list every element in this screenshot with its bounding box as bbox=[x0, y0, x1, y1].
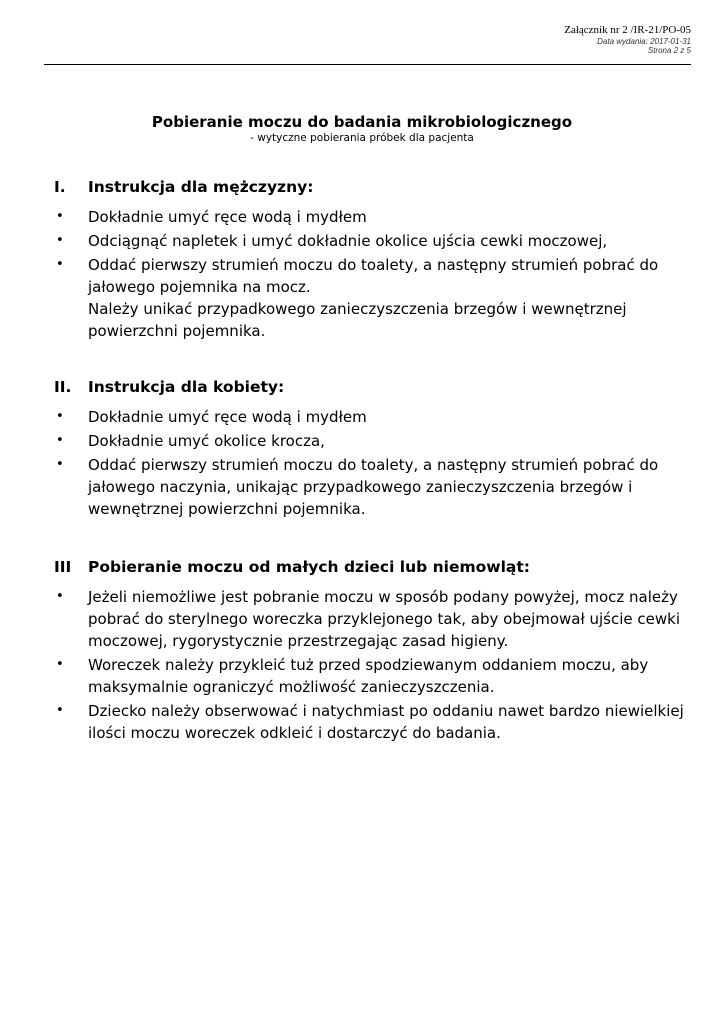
section-title: Pobieranie moczu od małych dzieci lub niemowląt: bbox=[88, 558, 530, 576]
header-divider bbox=[44, 64, 691, 65]
section-heading bbox=[54, 378, 684, 402]
list-item: • Oddać pierwszy strumień moczu do toalety, a następny strumień pobrać do jałowego pojemnika na mocz. Należy unikać przypadkowego zanieczyszczenia brzegów i wewnętrznej powierzchni pojemnika. bbox=[56, 256, 659, 340]
bullet-icon: • bbox=[56, 409, 64, 424]
section-number: II. bbox=[54, 378, 72, 396]
section-title: Instrukcja dla mężczyzny: bbox=[88, 178, 314, 196]
bullet-icon: • bbox=[56, 233, 64, 248]
section-women bbox=[54, 378, 684, 522]
document-title: Pobieranie moczu do badania mikrobiologicznego bbox=[151, 113, 573, 131]
section-children bbox=[54, 558, 684, 746]
list-item: • Dokładnie umyć ręce wodą i mydłem bbox=[56, 408, 367, 426]
bullet-icon: • bbox=[56, 703, 64, 718]
document-subtitle: - wytyczne pobierania próbek dla pacjenta bbox=[250, 132, 474, 144]
section-title: Instrukcja dla kobiety: bbox=[88, 378, 285, 396]
instruction-list bbox=[54, 206, 684, 342]
section-number: III bbox=[54, 558, 72, 576]
section-heading bbox=[54, 558, 684, 582]
list-item: • Woreczek należy przykleić tuż przed spodziewanym oddaniem moczu, aby maksymalnie ograniczyć możliwość zanieczyszczenia. bbox=[56, 656, 649, 696]
bullet-icon: • bbox=[56, 457, 64, 472]
page-number: Strona 2 z 5 bbox=[647, 45, 691, 55]
section-heading bbox=[54, 178, 684, 202]
list-item: • Dokładnie umyć okolice krocza, bbox=[56, 432, 325, 450]
bullet-icon: • bbox=[56, 589, 64, 604]
page-header bbox=[564, 24, 691, 55]
bullet-icon: • bbox=[56, 657, 64, 672]
instruction-list bbox=[54, 406, 684, 520]
list-item: • Odciągnąć napletek i umyć dokładnie okolice ujścia cewki moczowej, bbox=[56, 232, 608, 250]
instruction-list bbox=[54, 586, 684, 744]
section-number: I. bbox=[54, 178, 66, 196]
bullet-icon: • bbox=[56, 257, 64, 272]
issue-date: Data wydania: 2017-01-31 bbox=[597, 36, 691, 46]
document-reference: Załącznik nr 2 /IR-21/PO-05 bbox=[564, 24, 691, 36]
bullet-icon: • bbox=[56, 209, 64, 224]
list-item: • Dziecko należy obserwować i natychmiast po oddaniu nawet bardzo niewielkiej ilości moczu woreczek odkleić i dostarczyć do badania. bbox=[56, 702, 684, 742]
bullet-icon: • bbox=[56, 433, 64, 448]
section-men bbox=[54, 178, 684, 344]
list-item: • Oddać pierwszy strumień moczu do toalety, a następny strumień pobrać do jałowego naczynia, unikając przypadkowego zanieczyszczenia brzegów i wewnętrznej powierzchni pojemnika. bbox=[56, 456, 659, 518]
list-item: • Jeżeli niemożliwe jest pobranie moczu w sposób podany powyżej, mocz należy pobrać do sterylnego woreczka przyklejonego tak, aby obejmował ujście cewki moczowej, rygorystycznie przestrzegając zasad higieny. bbox=[56, 588, 681, 650]
list-item: • Dokładnie umyć ręce wodą i mydłem bbox=[56, 208, 367, 226]
